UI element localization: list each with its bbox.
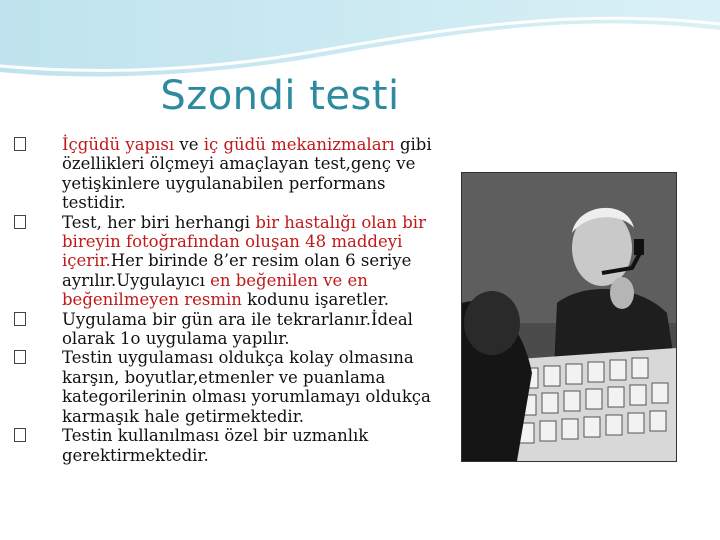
bullet-text: Testin kullanılması özel bir uzmanlık gerektirmektedir. <box>62 426 369 465</box>
slide-title: Szondi testi <box>160 73 400 119</box>
photo-image <box>461 172 677 462</box>
bullet-box-icon <box>14 350 26 364</box>
bullet-text: kodunu işaretler. <box>241 290 389 310</box>
bullet-text: gibi özellikleri ölçmeyi amaçlayan test,genç ve yetişkinlere uygulanabilen performans testidir. <box>62 135 432 213</box>
bullet-item <box>14 310 444 349</box>
bullet-box-icon <box>14 312 26 326</box>
bullet-box-icon <box>14 137 26 151</box>
bullet-text: Testin uygulaması oldukça kolay olmasına karşın, boyutlar,etmenler ve puanlama kategorilerinin olması yorumlamayı oldukça karmaşık hale getirmektedir. <box>62 348 431 426</box>
highlighted-text: en beğenilen ve en beğenilmeyen resmin <box>62 270 368 310</box>
bullet-text: Uygulama bir gün ara ile tekrarlanır.İdeal olarak 1o uygulama yapılır. <box>62 309 413 349</box>
bullet-item <box>14 348 444 426</box>
bullet-list <box>14 135 444 465</box>
bullet-item <box>14 426 444 465</box>
bullet-text: ve <box>174 135 204 154</box>
highlighted-text: iç güdü mekanizmaları <box>203 135 395 154</box>
bullet-box-icon <box>14 428 26 442</box>
highlighted-text: İçgüdü yapısı <box>62 135 175 154</box>
bullet-box-icon <box>14 215 26 229</box>
bullet-item <box>14 135 444 213</box>
bullet-text: Her birinde 8’er resim olan 6 seriye ayrılır.Uygulayıcı <box>62 251 412 290</box>
photo-illustration <box>462 173 676 461</box>
highlighted-text: bir hastalığı olan bir bireyin fotoğrafından oluşan 48 maddeyi içerir. <box>62 212 426 271</box>
bullet-text: Test, her biri herhangi <box>62 212 256 232</box>
bullet-item <box>14 213 444 310</box>
